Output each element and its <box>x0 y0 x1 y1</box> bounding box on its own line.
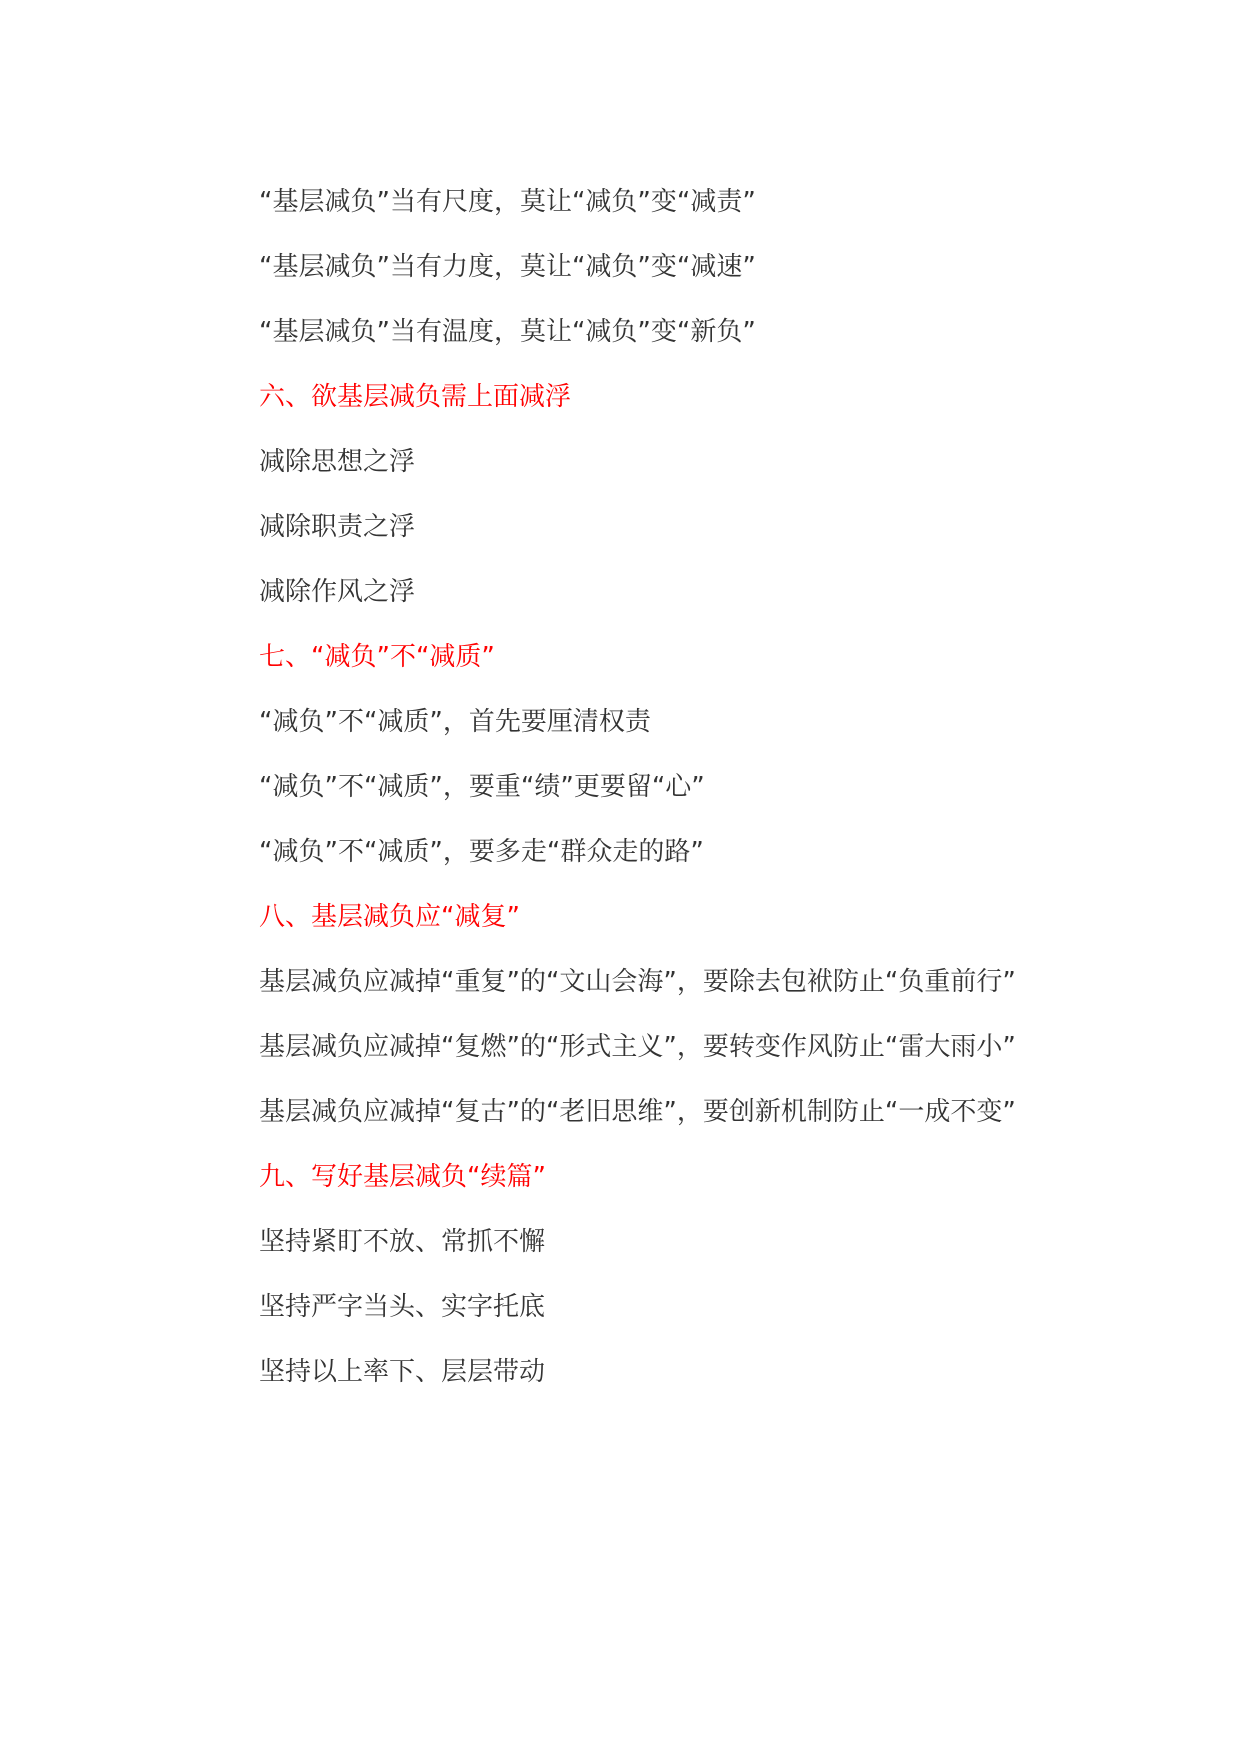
document-body <box>207 170 1027 1405</box>
section-heading-7: 七、“减负”不“减质” <box>259 642 495 672</box>
paragraph-1: “基层减负”当有尺度，莫让“减负”变“减责” <box>259 187 756 217</box>
section-heading-8: 八、基层减负应“减复” <box>259 902 520 932</box>
paragraph-11: “减负”不“减质”，要多走“群众走的路” <box>259 837 704 867</box>
paragraph-9: “减负”不“减质”，首先要厘清权责 <box>259 707 651 737</box>
paragraph-7: 减除作风之浮 <box>259 577 416 607</box>
paragraph-15: 基层减负应减掉“复古”的“老旧思维”，要创新机制防止“一成不变” <box>259 1097 1016 1127</box>
paragraph-14: 基层减负应减掉“复燃”的“形式主义”，要转变作风防止“雷大雨小” <box>259 1032 1016 1062</box>
paragraph-18: 坚持严字当头、实字托底 <box>259 1292 546 1322</box>
paragraph-6: 减除职责之浮 <box>259 512 416 542</box>
section-heading-6: 六、欲基层减负需上面减浮 <box>259 382 572 412</box>
paragraph-5: 减除思想之浮 <box>259 447 416 477</box>
paragraph-2: “基层减负”当有力度，莫让“减负”变“减速” <box>259 252 756 282</box>
paragraph-13: 基层减负应减掉“重复”的“文山会海”，要除去包袱防止“负重前行” <box>259 967 1016 997</box>
paragraph-10: “减负”不“减质”，要重“绩”更要留“心” <box>259 772 705 802</box>
paragraph-3: “基层减负”当有温度，莫让“减负”变“新负” <box>259 317 756 347</box>
paragraph-17: 坚持紧盯不放、常抓不懈 <box>259 1227 546 1257</box>
paragraph-19: 坚持以上率下、层层带动 <box>259 1357 546 1387</box>
section-heading-9: 九、写好基层减负“续篇” <box>259 1162 546 1192</box>
